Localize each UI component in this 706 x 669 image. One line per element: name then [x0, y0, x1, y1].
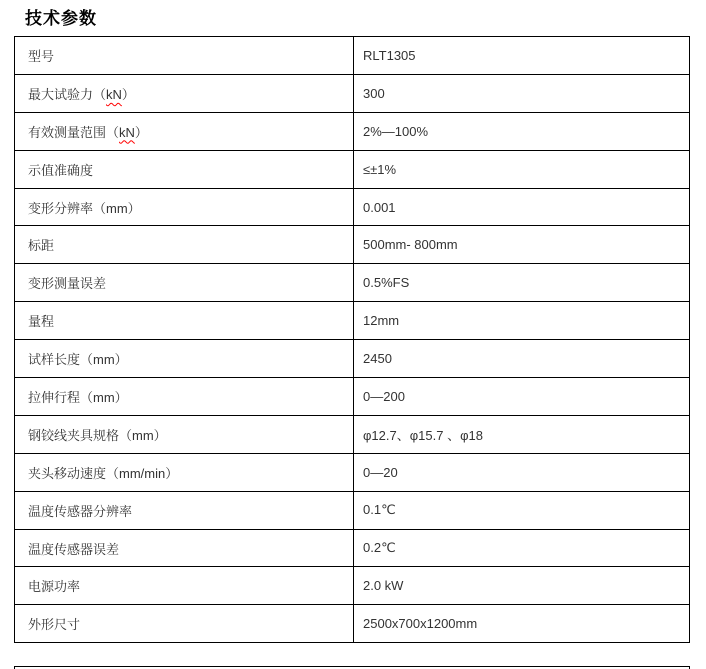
table-row [15, 188, 690, 226]
parameter-cell: 钢铰线夹具规格（mm） [15, 415, 354, 453]
value-cell: 0.5%FS [354, 264, 690, 302]
value-cell: 2%—100% [354, 112, 690, 150]
value-cell: 0.001 [354, 188, 690, 226]
spellcheck-wavy-underline-text: kN [119, 124, 135, 140]
table-row [15, 302, 690, 340]
table-row [15, 605, 690, 643]
parameter-cell: 温度传感器分辨率 [15, 491, 354, 529]
table-row [15, 264, 690, 302]
table-row [15, 415, 690, 453]
value-cell: 0—200 [354, 378, 690, 416]
spec-table [14, 36, 690, 643]
value-cell: RLT1305 [354, 37, 690, 75]
value-cell: φ12.7、φ15.7 、φ18 [354, 415, 690, 453]
page-title: 技术参数 [25, 9, 97, 28]
parameter-cell: 拉伸行程（mm） [15, 378, 354, 416]
value-cell: 2450 [354, 340, 690, 378]
table-row [15, 453, 690, 491]
parameter-cell: 量程 [15, 302, 354, 340]
spec-table-body [15, 37, 690, 643]
parameter-cell: 变形分辨率（mm） [15, 188, 354, 226]
table-row [15, 37, 690, 75]
parameter-cell: 变形测量误差 [15, 264, 354, 302]
parameter-cell: 夹头移动速度（mm/min） [15, 453, 354, 491]
value-cell: 2500x700x1200mm [354, 605, 690, 643]
table-row [15, 226, 690, 264]
parameter-cell: 有效测量范围（kN） [15, 112, 354, 150]
value-cell: 500mm- 800mm [354, 226, 690, 264]
value-cell: 12mm [354, 302, 690, 340]
parameter-cell: 示值准确度 [15, 150, 354, 188]
table-row [15, 491, 690, 529]
parameter-cell: 最大试验力（kN） [15, 74, 354, 112]
value-cell: 0.2℃ [354, 529, 690, 567]
parameter-cell: 型号 [15, 37, 354, 75]
spellcheck-wavy-underline-text: kN [106, 86, 122, 102]
table-row [15, 74, 690, 112]
table-row [15, 340, 690, 378]
table-row [15, 567, 690, 605]
table-row [15, 529, 690, 567]
parameter-cell: 试样长度（mm） [15, 340, 354, 378]
parameter-cell: 温度传感器误差 [15, 529, 354, 567]
value-cell: ≤±1% [354, 150, 690, 188]
parameter-cell: 电源功率 [15, 567, 354, 605]
value-cell: 0—20 [354, 453, 690, 491]
value-cell: 0.1℃ [354, 491, 690, 529]
table-row [15, 150, 690, 188]
parameter-cell: 标距 [15, 226, 354, 264]
parameter-cell: 外形尺寸 [15, 605, 354, 643]
value-cell: 2.0 kW [354, 567, 690, 605]
table-row [15, 112, 690, 150]
table-row [15, 378, 690, 416]
value-cell: 300 [354, 74, 690, 112]
